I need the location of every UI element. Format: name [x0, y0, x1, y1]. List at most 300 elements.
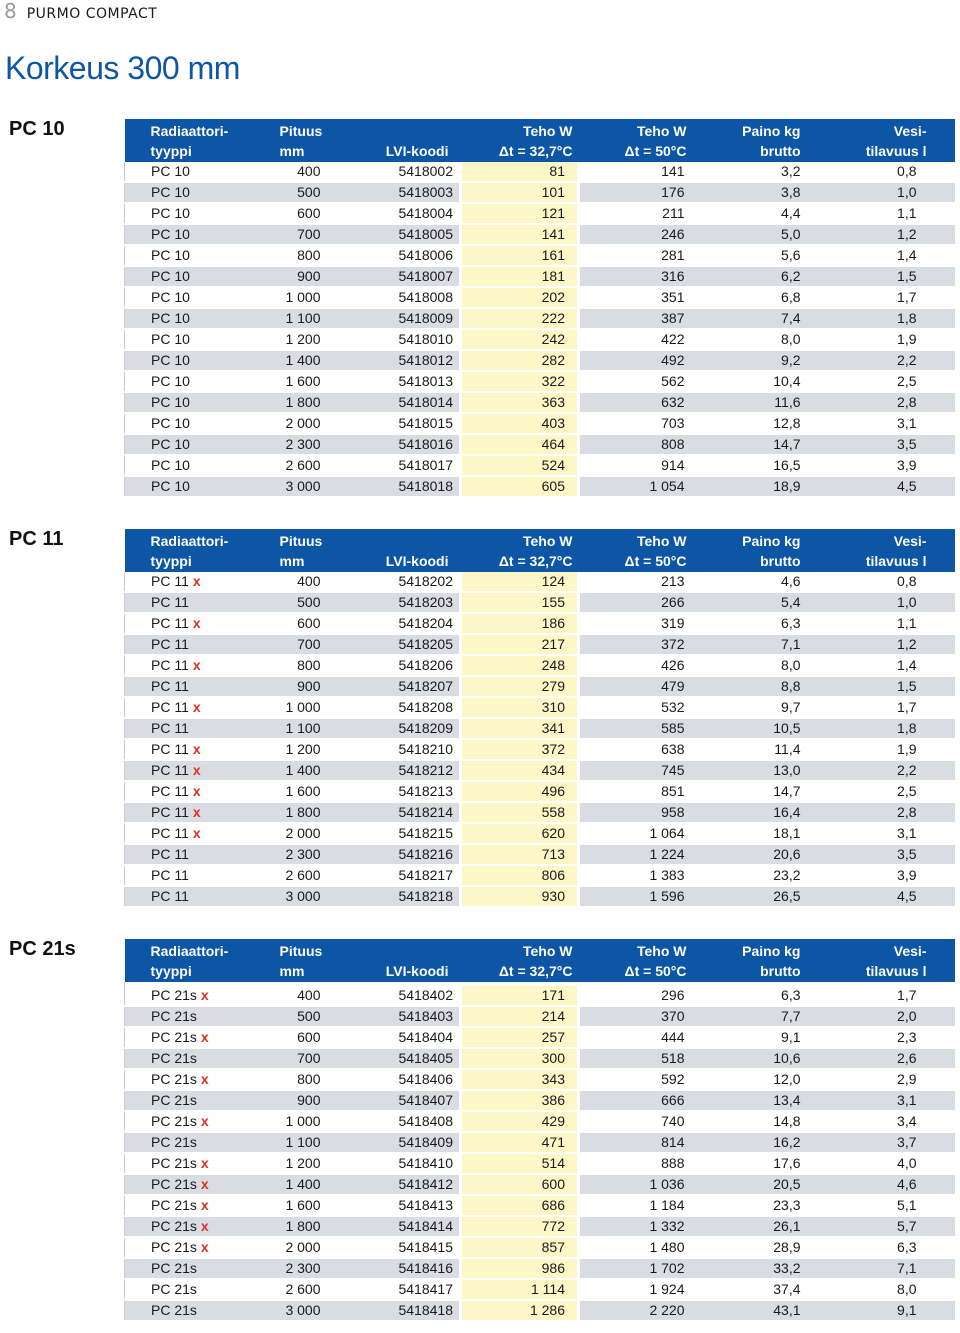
column-header-teho2: Δt = 50°C: [624, 143, 687, 159]
page-header: [4, 0, 157, 24]
cell-code: 5418216: [333, 844, 461, 865]
availability-mark: x: [192, 615, 201, 631]
cell-teho1: 279: [461, 676, 579, 697]
column-header-water: Vesi-: [893, 123, 927, 139]
cell-type: [125, 266, 245, 287]
cell-weight: 10,6: [697, 1048, 815, 1069]
header-row: [125, 119, 955, 141]
cell-code: 5418412: [333, 1174, 461, 1195]
type-label: PC 10: [151, 436, 190, 452]
cell-weight: 12,0: [697, 1069, 815, 1090]
section-label-pc11: PC 11: [9, 528, 64, 550]
table-row: [125, 1069, 955, 1090]
table-row: [125, 392, 955, 413]
cell-weight: 11,4: [697, 739, 815, 760]
cell-teho2: 1 924: [579, 1279, 697, 1300]
table-row: [125, 613, 955, 634]
cell-teho2: 888: [579, 1153, 697, 1174]
table-row: [125, 245, 955, 266]
cell-type: [125, 455, 245, 476]
cell-code: 5418205: [333, 634, 461, 655]
type-label: PC 10: [151, 331, 190, 347]
cell-weight: 9,7: [697, 697, 815, 718]
type-label: PC 21s: [151, 1050, 197, 1066]
cell-teho2: 958: [579, 802, 697, 823]
cell-water: 1,0: [815, 592, 955, 613]
cell-code: 5418006: [333, 245, 461, 266]
column-header-type: Radiaattori-: [150, 123, 229, 139]
cell-weight: 7,7: [697, 1006, 815, 1027]
cell-type: [125, 203, 245, 224]
type-label: PC 21s: [151, 1239, 197, 1255]
cell-length: 700: [245, 634, 333, 655]
spec-table-pc11: [124, 529, 955, 908]
cell-code: 5418218: [333, 886, 461, 907]
table-row: [125, 823, 955, 844]
table-row: [125, 986, 955, 1006]
column-header-weight: brutto: [760, 553, 801, 569]
type-label: PC 11: [151, 720, 189, 736]
cell-length: 1 100: [245, 1132, 333, 1153]
spec-table-pc21s: [124, 939, 955, 1322]
availability-mark: x: [192, 804, 201, 820]
cell-water: 1,7: [815, 697, 955, 718]
table-row: [125, 182, 955, 203]
cell-teho1: 372: [461, 739, 579, 760]
type-label: PC 10: [151, 268, 190, 284]
cell-length: 2 600: [245, 455, 333, 476]
cell-teho1: 161: [461, 245, 579, 266]
column-header-teho1: Δt = 32,7°C: [498, 143, 573, 159]
availability-mark: x: [192, 762, 201, 778]
cell-length: 800: [245, 1069, 333, 1090]
cell-weight: 20,5: [697, 1174, 815, 1195]
cell-code: 5418413: [333, 1195, 461, 1216]
cell-code: 5418207: [333, 676, 461, 697]
availability-mark: x: [200, 987, 209, 1003]
column-header-water: Vesi-: [893, 943, 927, 959]
table-row: [125, 1258, 955, 1279]
cell-teho2: 351: [579, 287, 697, 308]
table-row: [125, 224, 955, 245]
cell-length: 900: [245, 1090, 333, 1111]
cell-length: 1 200: [245, 1153, 333, 1174]
column-header-weight: Paino kg: [742, 533, 801, 549]
availability-mark: x: [192, 783, 201, 799]
cell-length: 1 100: [245, 308, 333, 329]
cell-type: [125, 1006, 245, 1027]
cell-length: 3 000: [245, 476, 333, 497]
table-row: [125, 634, 955, 655]
cell-type: [125, 1027, 245, 1048]
cell-type: [125, 1300, 245, 1321]
type-label: PC 21s: [151, 1281, 197, 1297]
cell-type: [125, 224, 245, 245]
cell-code: 5418202: [333, 572, 461, 592]
column-header-type: Radiaattori-: [150, 533, 229, 549]
cell-water: 3,9: [815, 865, 955, 886]
header-row: [125, 529, 955, 551]
column-header-type: tyyppi: [150, 553, 192, 569]
cell-type: [125, 844, 245, 865]
type-label: PC 10: [151, 289, 190, 305]
type-label: PC 21s: [151, 1155, 197, 1171]
column-header-water: tilavuus l: [865, 553, 927, 569]
cell-teho1: 429: [461, 1111, 579, 1132]
cell-length: 1 100: [245, 718, 333, 739]
cell-teho1: 620: [461, 823, 579, 844]
cell-water: 1,2: [815, 634, 955, 655]
cell-code: 5418018: [333, 476, 461, 497]
table-row: [125, 697, 955, 718]
type-label: PC 11: [151, 804, 189, 820]
cell-code: 5418206: [333, 655, 461, 676]
cell-weight: 23,2: [697, 865, 815, 886]
cell-teho1: 605: [461, 476, 579, 497]
cell-teho1: 464: [461, 434, 579, 455]
cell-length: 2 300: [245, 844, 333, 865]
cell-water: 3,5: [815, 434, 955, 455]
cell-teho2: 1 184: [579, 1195, 697, 1216]
table-row: [125, 655, 955, 676]
type-label: PC 10: [151, 457, 190, 473]
cell-teho1: 363: [461, 392, 579, 413]
type-label: PC 11: [151, 783, 189, 799]
table-row: [125, 592, 955, 613]
cell-code: 5418007: [333, 266, 461, 287]
cell-length: 600: [245, 613, 333, 634]
cell-teho1: 310: [461, 697, 579, 718]
cell-teho1: 686: [461, 1195, 579, 1216]
page-number: 8: [4, 0, 17, 23]
cell-length: 1 600: [245, 781, 333, 802]
cell-teho1: 242: [461, 329, 579, 350]
availability-mark: x: [200, 1218, 209, 1234]
cell-water: 0,8: [815, 572, 955, 592]
page-title: Korkeus 300 mm: [5, 50, 240, 86]
cell-code: 5418009: [333, 308, 461, 329]
cell-weight: 16,5: [697, 455, 815, 476]
cell-weight: 37,4: [697, 1279, 815, 1300]
cell-teho2: 213: [579, 572, 697, 592]
cell-code: 5418013: [333, 371, 461, 392]
cell-teho1: 217: [461, 634, 579, 655]
section-label-pc10: PC 10: [9, 118, 65, 140]
cell-teho2: 740: [579, 1111, 697, 1132]
cell-length: 2 000: [245, 413, 333, 434]
cell-type: [125, 865, 245, 886]
cell-water: 1,9: [815, 739, 955, 760]
cell-teho2: 422: [579, 329, 697, 350]
column-header-code: LVI-koodi: [385, 963, 449, 979]
cell-teho2: 1 702: [579, 1258, 697, 1279]
cell-teho1: 434: [461, 760, 579, 781]
cell-water: 3,1: [815, 823, 955, 844]
cell-length: 1 400: [245, 760, 333, 781]
cell-teho2: 851: [579, 781, 697, 802]
table-row: [125, 413, 955, 434]
column-header-code: [333, 119, 461, 141]
cell-type: [125, 1132, 245, 1153]
cell-teho2: 296: [579, 986, 697, 1006]
cell-code: 5418005: [333, 224, 461, 245]
cell-teho2: 319: [579, 613, 697, 634]
cell-type: [125, 1279, 245, 1300]
cell-code: 5418414: [333, 1216, 461, 1237]
cell-weight: 17,6: [697, 1153, 815, 1174]
type-label: PC 11: [151, 657, 189, 673]
availability-mark: x: [200, 1155, 209, 1171]
cell-teho1: 181: [461, 266, 579, 287]
cell-code: 5418214: [333, 802, 461, 823]
cell-weight: 16,4: [697, 802, 815, 823]
cell-type: [125, 413, 245, 434]
cell-weight: 5,4: [697, 592, 815, 613]
cell-length: 1 400: [245, 350, 333, 371]
cell-water: 5,7: [815, 1216, 955, 1237]
table-row: [125, 287, 955, 308]
cell-type: [125, 634, 245, 655]
cell-water: 2,2: [815, 760, 955, 781]
cell-teho2: 211: [579, 203, 697, 224]
cell-code: 5418403: [333, 1006, 461, 1027]
cell-teho2: 703: [579, 413, 697, 434]
cell-length: 1 800: [245, 392, 333, 413]
cell-length: 400: [245, 572, 333, 592]
cell-water: 1,1: [815, 203, 955, 224]
cell-length: 500: [245, 182, 333, 203]
cell-type: [125, 739, 245, 760]
cell-teho2: 281: [579, 245, 697, 266]
cell-teho1: 101: [461, 182, 579, 203]
cell-type: [125, 308, 245, 329]
cell-teho2: 1 596: [579, 886, 697, 907]
column-header-length: mm: [279, 143, 305, 159]
cell-teho2: 1 332: [579, 1216, 697, 1237]
type-label: PC 21s: [151, 1176, 197, 1192]
type-label: PC 10: [151, 226, 190, 242]
cell-water: 2,9: [815, 1069, 955, 1090]
cell-weight: 14,7: [697, 781, 815, 802]
cell-weight: 6,8: [697, 287, 815, 308]
cell-teho1: 81: [461, 162, 579, 182]
cell-weight: 13,0: [697, 760, 815, 781]
column-header-code: [333, 939, 461, 961]
cell-type: [125, 182, 245, 203]
table-row: [125, 718, 955, 739]
column-header-teho2: Δt = 50°C: [624, 553, 687, 569]
cell-weight: 14,7: [697, 434, 815, 455]
availability-mark: x: [200, 1176, 209, 1192]
cell-code: 5418416: [333, 1258, 461, 1279]
cell-teho1: 524: [461, 455, 579, 476]
cell-weight: 3,2: [697, 162, 815, 182]
column-header-teho1: Δt = 32,7°C: [498, 963, 573, 979]
cell-type: [125, 718, 245, 739]
availability-mark: x: [200, 1029, 209, 1045]
cell-water: 3,1: [815, 413, 955, 434]
availability-mark: x: [200, 1071, 209, 1087]
cell-water: 8,0: [815, 1279, 955, 1300]
cell-water: 4,6: [815, 1174, 955, 1195]
type-label: PC 11: [151, 762, 189, 778]
cell-code: 5418003: [333, 182, 461, 203]
cell-weight: 10,5: [697, 718, 815, 739]
cell-length: 1 400: [245, 1174, 333, 1195]
cell-length: 2 600: [245, 865, 333, 886]
cell-type: [125, 676, 245, 697]
cell-teho1: 1 114: [461, 1279, 579, 1300]
cell-teho2: 562: [579, 371, 697, 392]
cell-type: [125, 781, 245, 802]
cell-water: 2,6: [815, 1048, 955, 1069]
cell-water: 1,2: [815, 224, 955, 245]
column-header-type: Radiaattori-: [150, 943, 229, 959]
table-row: [125, 1153, 955, 1174]
cell-type: [125, 476, 245, 497]
type-label: PC 11: [151, 741, 189, 757]
cell-weight: 43,1: [697, 1300, 815, 1321]
cell-water: 0,8: [815, 162, 955, 182]
cell-type: [125, 802, 245, 823]
type-label: PC 11: [151, 615, 189, 631]
cell-water: 1,7: [815, 986, 955, 1006]
cell-weight: 9,1: [697, 1027, 815, 1048]
cell-weight: 20,6: [697, 844, 815, 865]
cell-type: [125, 1048, 245, 1069]
cell-type: [125, 350, 245, 371]
cell-code: 5418405: [333, 1048, 461, 1069]
cell-teho2: 479: [579, 676, 697, 697]
cell-teho1: 171: [461, 986, 579, 1006]
cell-weight: 7,1: [697, 634, 815, 655]
cell-weight: 10,4: [697, 371, 815, 392]
table-row: [125, 266, 955, 287]
cell-code: 5418212: [333, 760, 461, 781]
column-header-water: Vesi-: [893, 533, 927, 549]
cell-length: 1 200: [245, 329, 333, 350]
cell-code: 5418402: [333, 986, 461, 1006]
type-label: PC 11: [151, 699, 189, 715]
cell-water: 2,5: [815, 781, 955, 802]
cell-code: 5418215: [333, 823, 461, 844]
type-label: PC 21s: [151, 987, 197, 1003]
availability-mark: x: [200, 1113, 209, 1129]
table-row: [125, 1279, 955, 1300]
cell-water: 1,1: [815, 613, 955, 634]
cell-teho1: 403: [461, 413, 579, 434]
cell-length: 1 800: [245, 802, 333, 823]
cell-teho2: 372: [579, 634, 697, 655]
table-row: [125, 1132, 955, 1153]
cell-weight: 4,6: [697, 572, 815, 592]
cell-type: [125, 1069, 245, 1090]
cell-weight: 13,4: [697, 1090, 815, 1111]
cell-weight: 8,8: [697, 676, 815, 697]
cell-water: 1,4: [815, 655, 955, 676]
cell-type: [125, 371, 245, 392]
cell-code: 5418203: [333, 592, 461, 613]
cell-weight: 6,2: [697, 266, 815, 287]
cell-teho1: 930: [461, 886, 579, 907]
cell-teho2: 532: [579, 697, 697, 718]
type-label: PC 10: [151, 394, 190, 410]
cell-water: 9,1: [815, 1300, 955, 1321]
table-row: [125, 1048, 955, 1069]
table-row: [125, 760, 955, 781]
type-label: PC 21s: [151, 1092, 197, 1108]
column-header-teho2: Δt = 50°C: [624, 963, 687, 979]
cell-code: 5418012: [333, 350, 461, 371]
cell-teho2: 592: [579, 1069, 697, 1090]
type-label: PC 21s: [151, 1029, 197, 1045]
cell-length: 400: [245, 162, 333, 182]
cell-type: [125, 592, 245, 613]
cell-code: 5418016: [333, 434, 461, 455]
cell-weight: 6,3: [697, 986, 815, 1006]
availability-mark: x: [200, 1197, 209, 1213]
type-label: PC 10: [151, 163, 190, 179]
cell-type: [125, 1258, 245, 1279]
cell-teho1: 282: [461, 350, 579, 371]
column-header-water: tilavuus l: [865, 143, 927, 159]
type-label: PC 21s: [151, 1134, 197, 1150]
cell-weight: 11,6: [697, 392, 815, 413]
type-label: PC 10: [151, 415, 190, 431]
cell-length: 1 800: [245, 1216, 333, 1237]
type-label: PC 21s: [151, 1197, 197, 1213]
table-row: [125, 1027, 955, 1048]
cell-water: 2,2: [815, 350, 955, 371]
type-label: PC 21s: [151, 1218, 197, 1234]
cell-type: [125, 1153, 245, 1174]
table-row: [125, 1006, 955, 1027]
cell-code: 5418417: [333, 1279, 461, 1300]
type-label: PC 21s: [151, 1260, 197, 1276]
cell-teho2: 632: [579, 392, 697, 413]
cell-weight: 26,1: [697, 1216, 815, 1237]
cell-code: 5418409: [333, 1132, 461, 1153]
section-label-pc21s: PC 21s: [9, 938, 76, 960]
cell-teho1: 772: [461, 1216, 579, 1237]
cell-teho1: 496: [461, 781, 579, 802]
cell-weight: 16,2: [697, 1132, 815, 1153]
cell-weight: 7,4: [697, 308, 815, 329]
column-header-code: [333, 529, 461, 551]
column-header-teho1: Teho W: [522, 943, 573, 959]
column-header-length: Pituus: [279, 533, 323, 549]
cell-water: 4,0: [815, 1153, 955, 1174]
cell-weight: 18,1: [697, 823, 815, 844]
cell-type: [125, 986, 245, 1006]
cell-type: [125, 1174, 245, 1195]
cell-type: [125, 1111, 245, 1132]
cell-teho2: 316: [579, 266, 697, 287]
cell-code: 5418204: [333, 613, 461, 634]
column-header-weight: brutto: [760, 143, 801, 159]
type-label: PC 10: [151, 310, 190, 326]
cell-teho2: 1 480: [579, 1237, 697, 1258]
header-row: [125, 551, 955, 572]
cell-length: 900: [245, 266, 333, 287]
type-label: PC 10: [151, 247, 190, 263]
cell-teho1: 386: [461, 1090, 579, 1111]
table-row: [125, 308, 955, 329]
cell-code: 5418415: [333, 1237, 461, 1258]
column-header-teho2: Teho W: [636, 123, 687, 139]
table-row: [125, 886, 955, 907]
cell-teho2: 1 224: [579, 844, 697, 865]
